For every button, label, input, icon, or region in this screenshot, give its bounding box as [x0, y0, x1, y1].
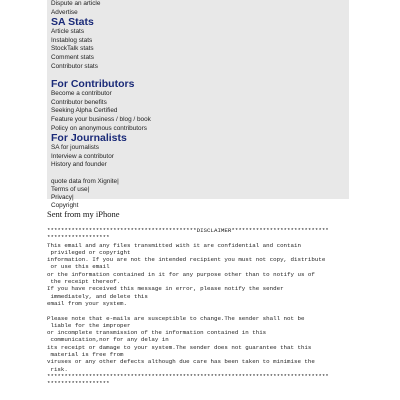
link-quote-data[interactable]: quote data from Xignite| [51, 177, 119, 185]
disclaimer-stars-top: *******************************************DISCLAIMER**************************** ****************** [47, 227, 329, 242]
link-comment-stats[interactable]: Comment stats [51, 53, 94, 61]
link-anonymous-policy[interactable]: Policy on anonymous contributors [51, 124, 147, 132]
sent-from-signature: Sent from my iPhone [47, 209, 120, 219]
heading-for-journalists: For Journalists [51, 132, 127, 145]
disclaimer-paragraph-1: This email and any files transmitted with it are confidential and contain privileged or copyright information. If you are not the intended recipient you must not copy, distribute or use this email or the information contained in it for any purpose other than to notify us of the receipt thereof. If you have received this message in error, please notify the sender immediately, and delete this email from your system. [47, 241, 326, 307]
link-contributor-stats[interactable]: Contributor stats [51, 62, 98, 70]
link-terms-of-use[interactable]: Terms of use| [51, 186, 90, 193]
disclaimer-paragraph-2: Please note that e-mails are susceptible to change.The sender shall not be liable for the improper or incomplete transmission of the information contained in this communication,nor for any delay in its receipt or damage to your system.The sender does not guarantee that this material is free from viruses or any other defects although due care has been taken to minimise the risk. [47, 314, 315, 373]
footer-links-list [51, 0, 345, 210]
link-privacy[interactable]: Privacy| [51, 194, 74, 202]
link-article-stats[interactable]: Article stats [51, 28, 85, 36]
footer-links-panel [47, 0, 349, 210]
link-sa-for-journalists[interactable]: SA for journalists [51, 144, 99, 152]
email-disclaimer [47, 227, 357, 388]
heading-for-contributors: For Contributors [51, 78, 135, 91]
link-dispute-article[interactable]: Dispute an article [51, 0, 101, 7]
link-contributor-benefits[interactable]: Contributor benefits [51, 98, 107, 106]
disclaimer-stars-bottom: ********************************************************************************* ****************** [47, 372, 329, 388]
heading-sa-stats: SA Stats [51, 16, 94, 29]
link-become-contributor[interactable]: Become a contributor [51, 90, 112, 98]
link-interview-contributor[interactable]: Interview a contributor [51, 152, 114, 160]
link-instablog-stats[interactable]: Instablog stats [51, 36, 93, 44]
link-stocktalk-stats[interactable]: StockTalk stats [51, 45, 94, 53]
link-seeking-alpha-certified[interactable]: Seeking Alpha Certified [51, 107, 118, 115]
link-copyright[interactable]: Copyright [51, 202, 79, 210]
link-feature-business[interactable]: Feature your business / blog / book [51, 115, 151, 123]
link-advertise[interactable]: Advertise [51, 8, 78, 16]
link-history-founder[interactable]: History and founder [51, 161, 107, 169]
